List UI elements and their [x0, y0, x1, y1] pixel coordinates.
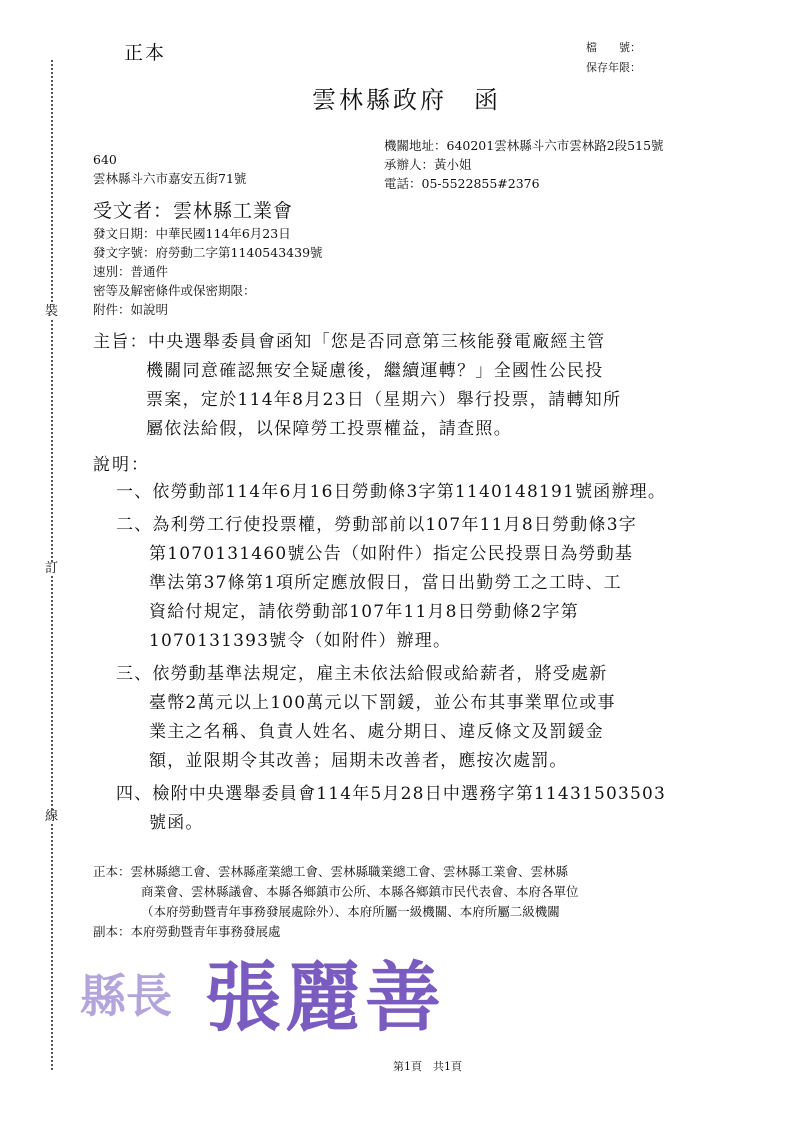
copy-recipients-line: 副本：本府勞動暨青年事務發展處	[93, 924, 281, 939]
item-line: 資給付規定，請依勞動部107年11月8日勞動條2字第	[149, 602, 579, 622]
delivery-speed: 速別：普通件	[93, 264, 169, 279]
explanation-label: 說明：	[93, 455, 150, 475]
agency-contact: 承辦人：黃小姐	[384, 157, 472, 172]
recipient-address: 雲林縣斗六市嘉安五街71號	[93, 171, 247, 186]
subject-line: 主旨：中央選舉委員會函知「您是否同意第三核能發電廠經主管	[93, 332, 606, 352]
explanation-item-3	[116, 660, 666, 776]
binding-mark-staple: 訂	[45, 561, 59, 576]
item-line: 準法第37條第1項所定應放假日，當日出勤勞工之工時、工	[149, 573, 622, 593]
signature-name: 張麗善	[205, 953, 445, 1038]
binding-mark-bind: 裝	[45, 304, 59, 319]
recipient-address-block	[93, 150, 246, 188]
explanation-item-4	[116, 780, 666, 838]
item-line: 一、依勞動部114年6月16日勞動條3字第1140148191號函辦理。	[116, 482, 667, 502]
document-title: 雲林縣政府 函	[312, 86, 501, 114]
recipient-postal-code: 640	[93, 152, 117, 167]
original-recipients-line: 正本：雲林縣總工會、雲林縣產業總工會、雲林縣職業總工會、雲林縣工業會、雲林縣	[93, 864, 569, 879]
archive-number-label: 檔 號：	[586, 41, 641, 54]
signature-stamp	[80, 948, 480, 1038]
item-line: 號函。	[149, 813, 204, 833]
item-line: 第1070131460號公告（如附件）指定公民投票日為勞動基	[149, 544, 634, 564]
attachment-note: 附件：如說明	[93, 302, 169, 317]
archive-info	[586, 38, 641, 78]
subject-line: 屬依法給假，以保障勞工投票權益，請查照。	[146, 419, 512, 439]
retention-period-label: 保存年限：	[586, 61, 641, 74]
item-line: 業主之名稱、負責人姓名、處分期日、違反條文及罰鍰金	[149, 722, 604, 742]
agency-phone: 電話：05-5522855#2376	[384, 176, 540, 191]
subject-line: 機關同意確認無安全疑慮後，繼續運轉？」全國性公民投	[146, 361, 604, 381]
original-copy-label: 正本	[124, 42, 167, 64]
original-recipients-line: 商業會、雲林縣議會、本縣各鄉鎮市公所、本縣各鄉鎮市民代表會、本府各單位	[141, 884, 579, 899]
subject-section	[93, 328, 621, 444]
agency-address: 機關地址：640201雲林縣斗六市雲林路2段515號	[384, 138, 664, 153]
document-number: 發文字號：府勞動二字第1140543439號	[93, 245, 323, 260]
secrecy-level: 密等及解密條件或保密期限：	[93, 283, 256, 298]
item-line: 額，並限期令其改善；屆期未改善者，應按次處罰。	[149, 751, 568, 771]
explanation-items	[116, 478, 666, 842]
distribution-list	[93, 862, 579, 942]
recipient-name: 受文者：雲林縣工業會	[93, 200, 294, 222]
document-meta	[93, 224, 323, 319]
signature-image	[80, 948, 480, 1038]
subject-line: 票案，定於114年8月23日（星期六）舉行投票，請轉知所	[146, 390, 622, 410]
binding-mark-line: 線	[45, 809, 59, 824]
item-line: 二、為利勞工行使投票權，勞動部前以107年11月8日勞動條3字	[116, 515, 637, 535]
agency-info	[384, 136, 664, 193]
item-line: 三、依勞動基準法規定，雇主未依法給假或給薪者，將受處新	[116, 664, 608, 684]
issue-date: 發文日期：中華民國114年6月23日	[93, 226, 291, 241]
explanation-item-2	[116, 511, 666, 656]
item-line: 四、檢附中央選舉委員會114年5月28日中選務字第11431503503	[116, 784, 667, 804]
page-number: 第1頁 共1頁	[393, 1060, 462, 1073]
item-line: 1070131393號令（如附件）辦理。	[149, 631, 452, 651]
original-recipients-line: （本府勞動暨青年事務發展處除外）、本府所屬一級機關、本府所屬二級機關	[141, 904, 560, 919]
signature-title: 縣長	[80, 969, 172, 1023]
explanation-item-1	[116, 478, 666, 507]
item-line: 臺幣2萬元以上100萬元以下罰鍰，並公布其事業單位或事	[149, 693, 616, 713]
